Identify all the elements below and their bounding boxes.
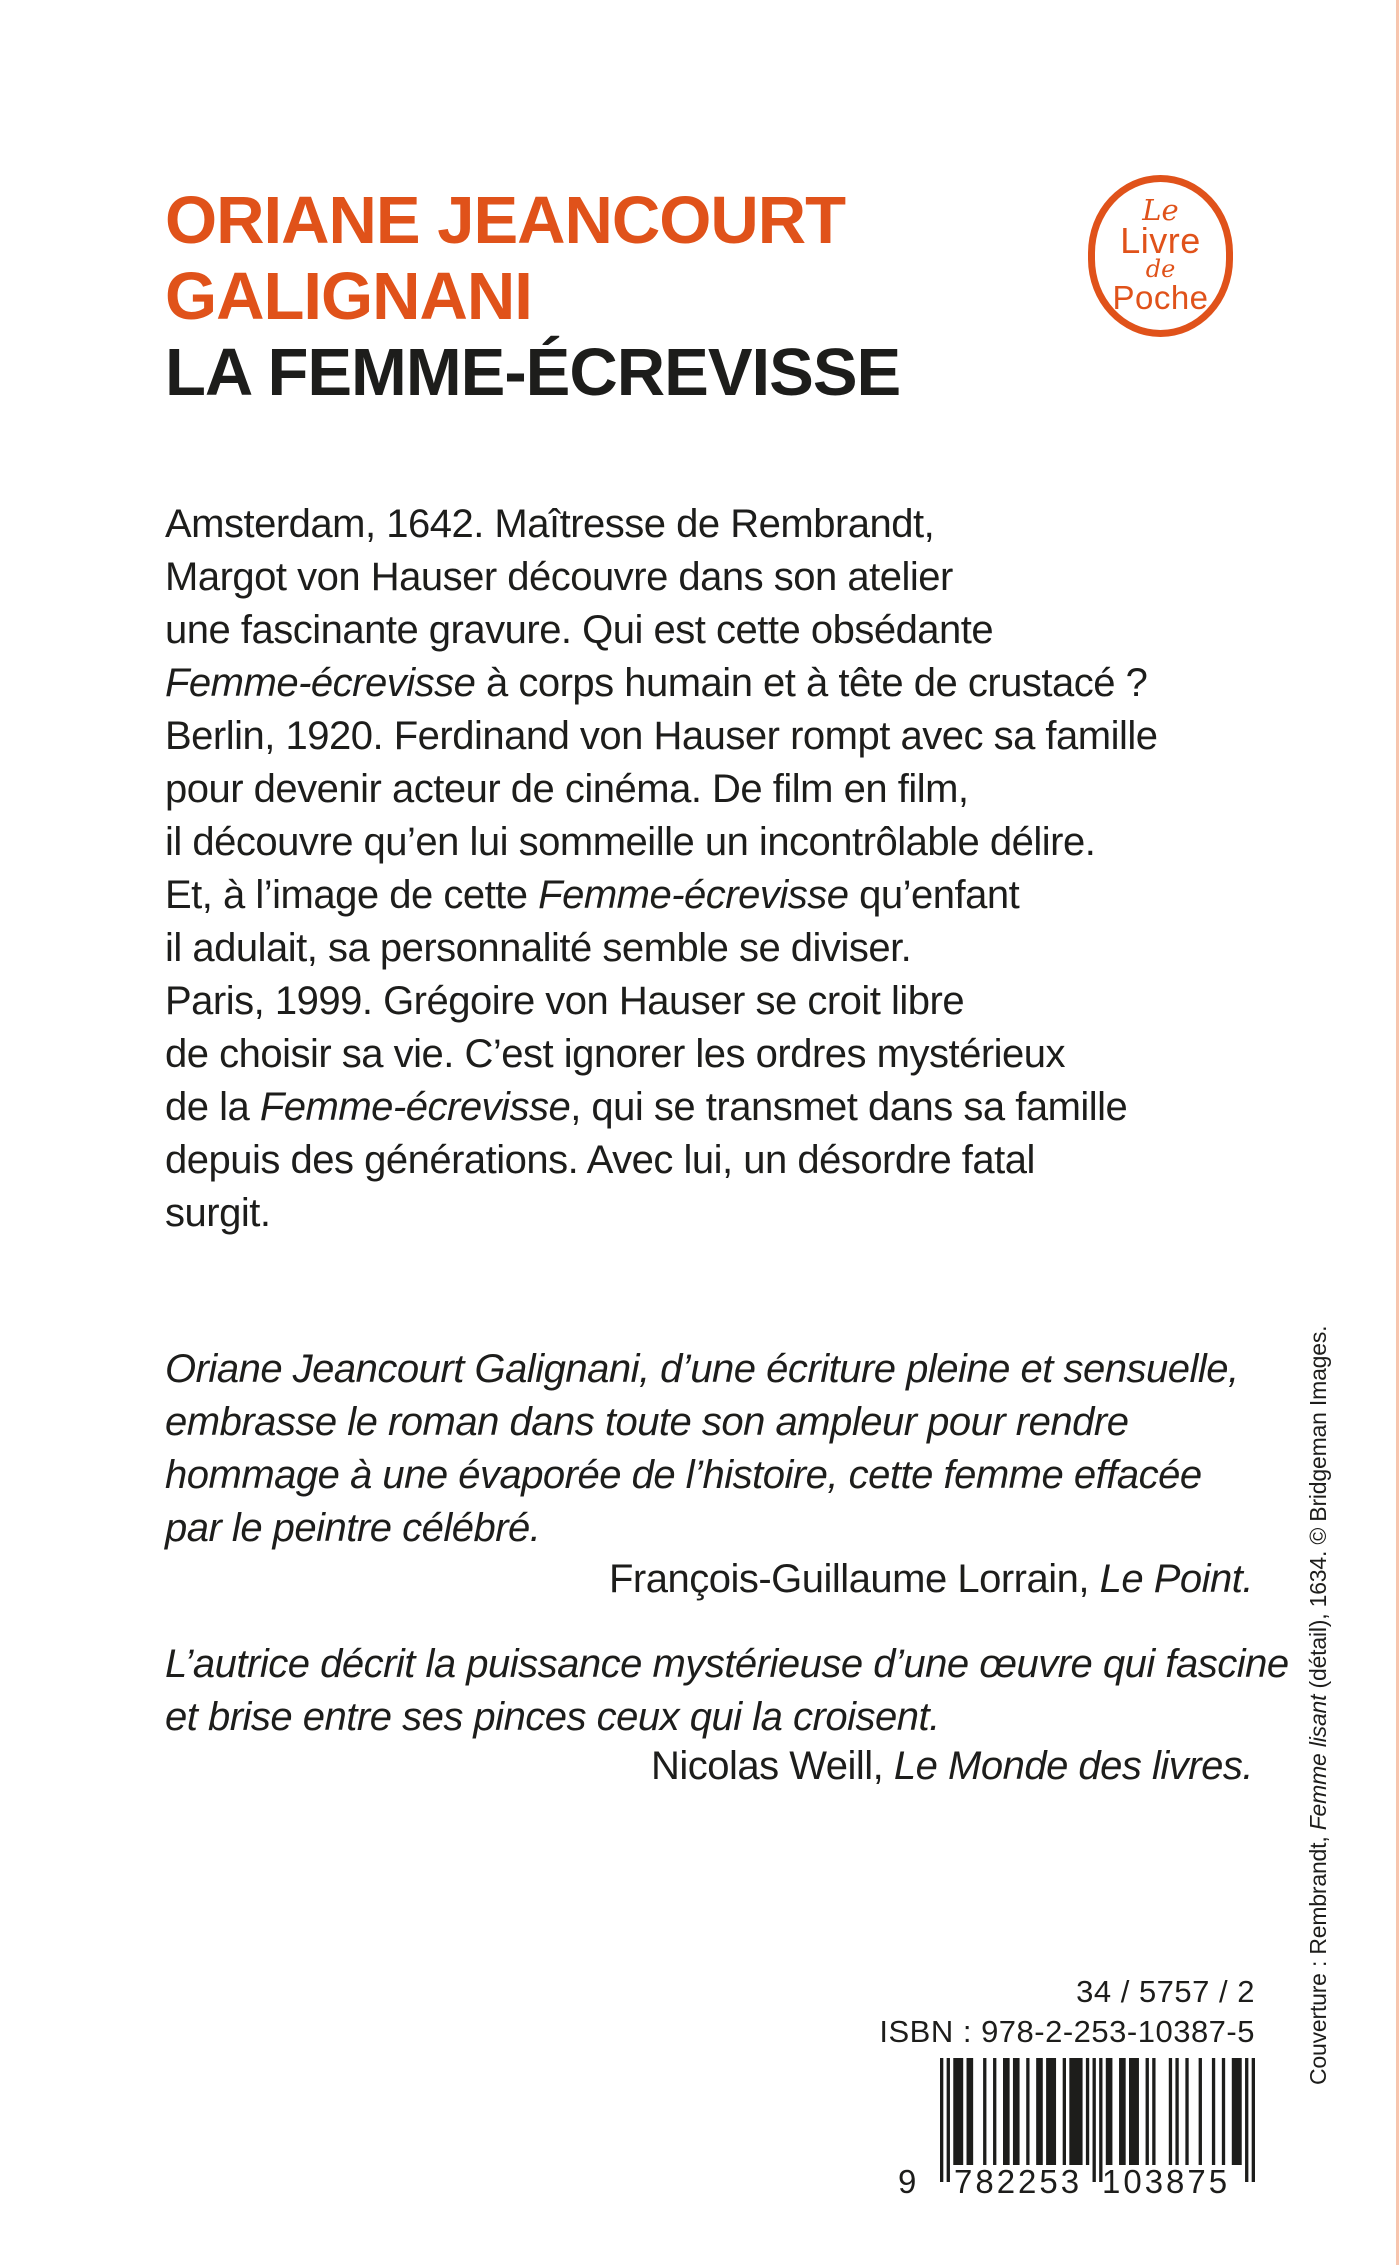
logo-word-le: Le: [1142, 192, 1179, 227]
credit-suffix: (détail), 1634. © Bridgeman Images.: [1305, 1325, 1331, 1695]
isbn-number: ISBN : 978-2-253-10387-5: [879, 2014, 1255, 2049]
review-source-2: Le Monde des livres.: [893, 1744, 1253, 1788]
reviewer-name-1: François-Guillaume Lorrain,: [608, 1557, 1100, 1601]
logo-word-de: de: [1145, 254, 1176, 283]
print-code: 34 / 5757 / 2: [1076, 1974, 1255, 2009]
barcode-digit-lead: 9: [898, 2163, 920, 2200]
author-name-line1: ORIANE JEANCOURT: [165, 183, 846, 258]
text-line: de la Femme-écrevisse, qui se transmet dans sa famille: [165, 1085, 1128, 1129]
text-line: il adulait, sa personnalité semble se diviser.: [165, 926, 912, 970]
text-line: depuis des générations. Avec lui, un désordre fatal: [165, 1138, 1035, 1182]
text-line: pour devenir acteur de cinéma. De film en film,: [165, 767, 969, 811]
review-attribution-1: [165, 1553, 1253, 1606]
synopsis-text: [165, 498, 1315, 1240]
reviewer-name-2: Nicolas Weill,: [650, 1744, 894, 1788]
text-line: par le peintre célébré.: [165, 1506, 541, 1550]
review-quote-1: [165, 1343, 1315, 1555]
text-line: Paris, 1999. Grégoire von Hauser se croit libre: [165, 979, 965, 1023]
text-line: Berlin, 1920. Ferdinand von Hauser rompt avec sa famille: [165, 714, 1158, 758]
headline-block: [165, 183, 900, 411]
ean13-barcode: [898, 2058, 1255, 2203]
text-line: une fascinante gravure. Qui est cette obsédante: [165, 608, 994, 652]
barcode-digit-group2: 103875: [1102, 2163, 1231, 2200]
publisher-logo-le-livre-de-poche: [1088, 175, 1233, 337]
text-line: Amsterdam, 1642. Maîtresse de Rembrandt,: [165, 502, 935, 546]
credit-artwork-title: Femme lisant: [1305, 1694, 1331, 1831]
text-line: embrasse le roman dans toute son ampleur pour rendre: [165, 1400, 1129, 1444]
text-line: hommage à une évaporée de l’histoire, cette femme effacée: [165, 1453, 1202, 1497]
logo-word-poche: Poche: [1112, 278, 1209, 316]
text-line: Et, à l’image de cette Femme-écrevisse qu’enfant: [165, 873, 1020, 917]
page-edge-line: [1396, 0, 1399, 2265]
text-line: de choisir sa vie. C’est ignorer les ordres mystérieux: [165, 1032, 1066, 1076]
credit-prefix: Couverture : Rembrandt,: [1305, 1830, 1331, 2085]
text-line: il découvre qu’en lui sommeille un incontrôlable délire.: [165, 820, 1096, 864]
text-line: L’autrice décrit la puissance mystérieuse d’une œuvre qui fascine: [165, 1642, 1289, 1686]
review-source-1: Le Point.: [1099, 1557, 1253, 1601]
barcode-digit-group1: 782253: [954, 2163, 1083, 2200]
text-line: Margot von Hauser découvre dans son atelier: [165, 555, 953, 599]
text-line: surgit.: [165, 1191, 271, 1235]
text-line: Oriane Jeancourt Galignani, d’une écriture pleine et sensuelle,: [165, 1347, 1239, 1391]
cover-art-credit: [1303, 1295, 1333, 2085]
book-title: LA FEMME-ÉCREVISSE: [165, 335, 901, 410]
review-attribution-2: [165, 1740, 1253, 1793]
text-line: Femme-écrevisse à corps humain et à tête de crustacé ?: [165, 661, 1148, 705]
text-line: et brise entre ses pinces ceux qui la croisent.: [165, 1695, 940, 1739]
review-quote-2: [165, 1638, 1315, 1744]
logo-word-livre: Livre: [1120, 219, 1201, 261]
author-name-line2: GALIGNANI: [165, 259, 532, 334]
